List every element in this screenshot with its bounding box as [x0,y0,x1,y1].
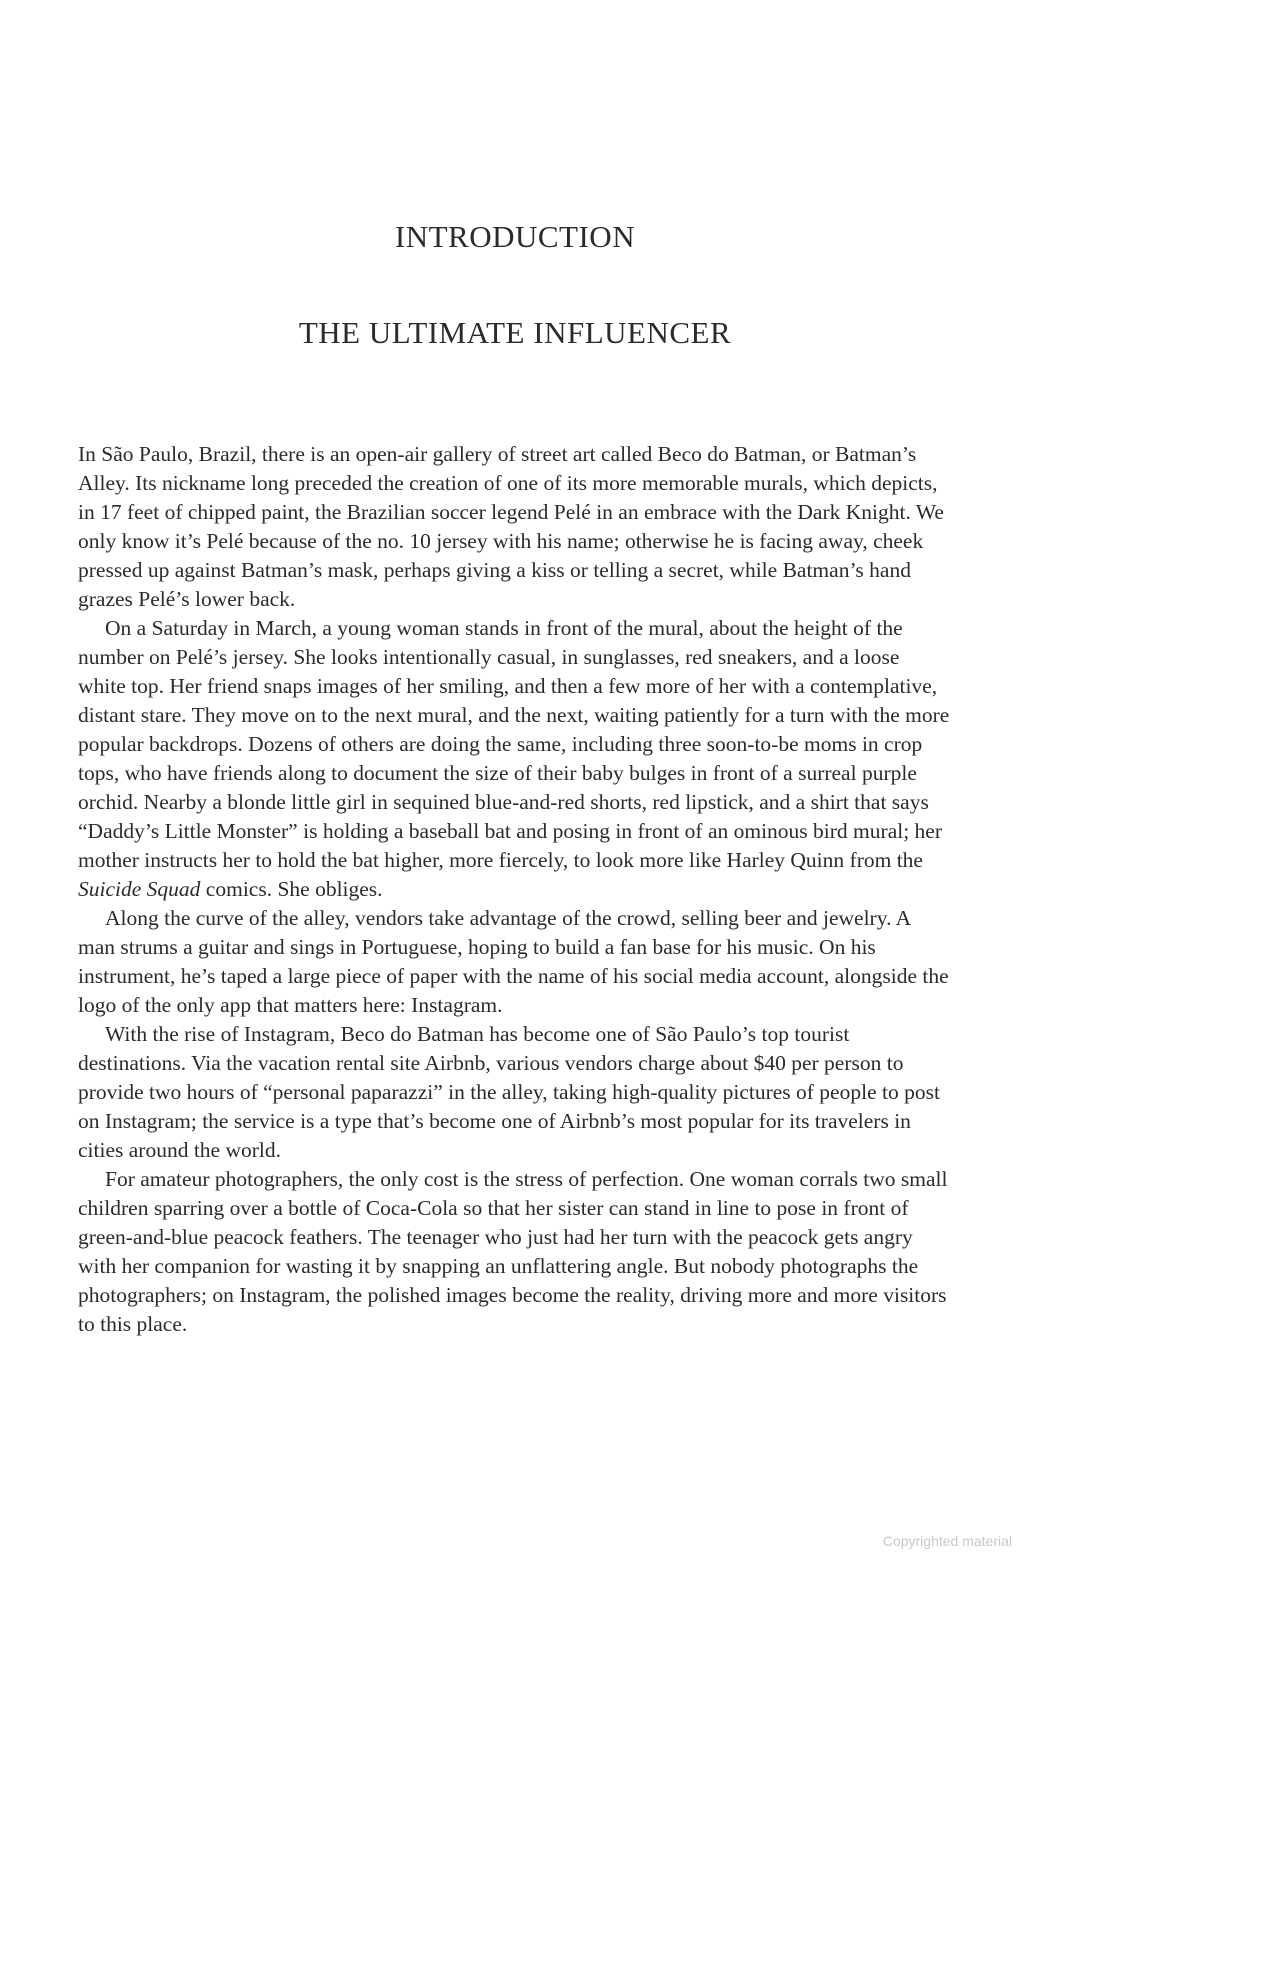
italic-text: Suicide Squad [78,877,201,901]
text-segment: comics. She obliges. [200,877,383,901]
paragraph [78,614,952,904]
text-column [78,0,952,1339]
text-segment: On a Saturday in March, a young woman stands in front of the mural, about the height of the number on Pelé’s jersey. She looks intentionally casual, in sunglasses, red sneakers, and a loose white top. Her friend snaps images of her smiling, and then a few more of her with a contemplative, distant stare. They move on to the next mural, and the next, waiting patiently for a turn with the more popular backdrops. Dozens of others are doing the same, including three soon-to-be moms in crop tops, who have friends along to document the size of their baby bulges in front of a surreal purple orchid. Nearby a blonde little girl in sequined blue-and-red shorts, red lipstick, and a shirt that says “Daddy’s Little Monster” is holding a baseball bat and posing in front of an ominous bird mural; her mother instructs her to hold the bat higher, more fiercely, to look more like Harley Quinn from the [78,616,950,872]
copyright-watermark: Copyrighted material [882,1533,1012,1549]
paragraph [78,440,952,614]
chapter-title: THE ULTIMATE INFLUENCER [298,315,732,350]
paragraph [78,1020,952,1165]
chapter-heading: INTRODUCTION [394,219,636,254]
body-text [78,440,952,1339]
paragraph [78,1165,952,1339]
text-segment: With the rise of Instagram, Beco do Batman has become one of São Paulo’s top tourist destinations. Via the vacation rental site Airbnb, various vendors charge about $40 per person to provide two hours of “personal paparazzi” in the alley, taking high-quality pictures of people to post on Instagram; the service is a type that’s become one of Airbnb’s most popular for its travelers in cities around the world. [78,1022,940,1162]
text-segment: Along the curve of the alley, vendors take advantage of the crowd, selling beer and jewelry. A man strums a guitar and sings in Portuguese, hoping to build a fan base for his music. On his instrument, he’s taped a large piece of paper with the name of his social media account, alongside the logo of the only app that matters here: Instagram. [78,906,949,1017]
text-segment: In São Paulo, Brazil, there is an open-air gallery of street art called Beco do Batman, or Batman’s Alley. Its nickname long preceded the creation of one of its more memorable murals, which depicts, in 17 feet of chipped paint, the Brazilian soccer legend Pelé in an embrace with the Dark Knight. We only know it’s Pelé because of the no. 10 jersey with his name; otherwise he is facing away, cheek pressed up against Batman’s mask, perhaps giving a kiss or telling a secret, while Batman’s hand grazes Pelé’s lower back. [78,442,944,611]
paragraph [78,904,952,1020]
text-segment: For amateur photographers, the only cost is the stress of perfection. One woman corrals two small children sparring over a bottle of Coca-Cola so that her sister can stand in line to pose in front of green-and-blue peacock feathers. The teenager who just had her turn with the peacock gets angry with her companion for wasting it by snapping an unflattering angle. But nobody photographs the photographers; on Instagram, the polished images become the reality, driving more and more visitors to this place. [78,1167,948,1336]
